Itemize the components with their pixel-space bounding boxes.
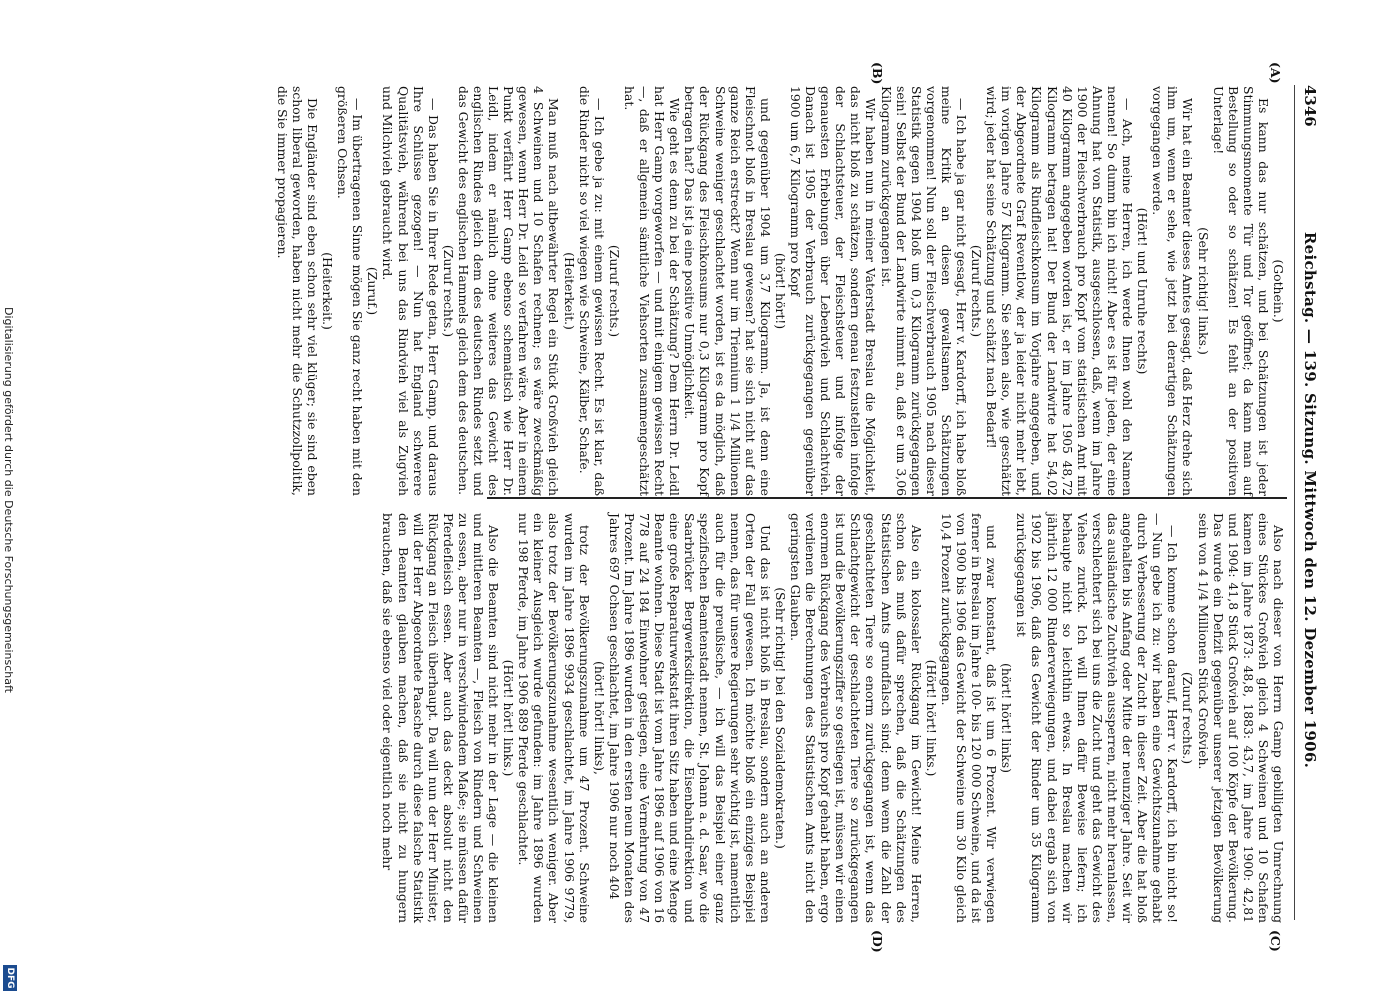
digitization-note: Digitalisierung gefördert durch die Deutsche Forschungsgemeinschaft (2, 307, 15, 693)
paragraph: Also die Beamten sind nicht mehr in der Lage — die kleinen und mittleren Beamten —, Fleisch von Rindern und Schweinen zu essen, aber nur in verschwindendem Maße; sie müssen dafür Pferdefleisch essen. Aber auch das deckt absolut nicht den Rückgang an Fleisch überhaupt. Da will nun der Herr Minister, will der Herr Abgeordnete Paasche durch diese falsche Statistik den Beamten glauben machen, daß sie nicht zu hungern brauchen, daß sie ebenso viel oder eigentlich noch mehr (380, 513, 502, 923)
paragraph: Also ein kolossaler Rückgang im Gewicht! Meine Herren, schon das muß dafür sprechen, daß die Schätzungen des Statistischen Amts grundfalsch sind; denn wenn die Zahl der geschlachteten Tiere so enorm zurückgegangen ist, wenn das Schlachtgewicht der geschlachteten Tiere so zurückgegangen ist und die Bevölkerungsziffer so gestiegen ist, müssen wir einen enormen Rückgang des Verbrauchs pro Kopf gehabt haben, ergo verdienen die Berechnungen des Statistischen Amts nicht den geringsten Glauben. (788, 513, 924, 923)
interjection: (Sehr richtig! bei den Sozialdemokraten.) (772, 587, 788, 849)
left-column (274, 86, 1286, 496)
interjection: (Zuruf rechts.) (969, 244, 985, 338)
paragraph: — Ich habe ja gar nicht gesagt, Herr v. Kardorff, ich habe bloß meine Kritik an diesen gewaltsamen Schätzungen vorgenommen! Nun soll der Fleischverbrauch 1905 nach dieser Statistik gegen 1904 bloß um 0,3 Kilogramm zurückgegangen sein! Selbst der Bund der Landwirte nimmt an, daß er um 3,06 Kilogramm zurückgegangen ist. (878, 86, 970, 496)
margin-marker-a: (A) (1268, 62, 1283, 84)
margin-marker-d: (D) (870, 930, 885, 953)
paragraph: — Ich komme schon darauf, Herr v. Kardorff, ich bin nicht so! — Nun gebe ich zu: wir haben eine Gewichtszunahme gehabt durch Verbesserung der Zucht in dieser Zeit. Aber die hat bloß angehalten bis Anfang oder Mitte der neunziger Jahre. Seit wir das ausländische Zuchtvieh aussperren, nicht mehr heranlassen, verschlechtert sich bei uns die Zucht und geht das Gewicht des Viehes zurück. Ich will Ihnen dafür Beweise liefern; ich behaupte nicht so leichthin etwas. In Breslau machen wir jährlich 12 000 Rinderverwiegungen, und dabei ergab sich von 1902 bis 1906, daß das Gewicht der Rinder um 35 Kilogramm zurückgegangen ist (1014, 513, 1181, 923)
paragraph: Und das ist nicht bloß in Breslau, sondern auch an anderen Orten der Fall gewesen. Ich möchte bloß ein einziges Beispiel nennen, das für unsere Regierungen sehr wichtig ist, namentlich auch für die preußische, — ich will das Beispiel einer ganz spezifischen Beamtenstadt nennen, St. Johann a. d. Saar, wo die Saarbrücker Bergwerksdirektion, die Eisenbahndirektion und eine große Reparaturwerkstatt ihren Sitz haben und eine Menge Beamte wohnen. Diese Stadt ist vom Jahre 1896 auf 1906 von 16 778 auf 24 184 Einwohner gestiegen, eine Vermehrung von 47 Prozent. Im Jahre 1896 wurden in den ersten neun Monaten des Jahres 697 Ochsen geschlachtet, im Jahre 1906 nur noch 404 (606, 513, 773, 923)
interjection: (Gothein.) (1271, 259, 1286, 323)
paragraph: Also nach dieser von Herrn Gamp gebilligten Umrechnung eines Stückes Großvieh gleich 4 Schweinen und 10 Schafen kamen im Jahre 1873: 48,8, 1883: 43,7, im Jahre 1900: 42,81 und 1904: 41,8 Stück Großvieh auf 100 Köpfe der Bevölkerung. Das wurde ein Defizit gegenüber unserer jetzigen Bevölkerung sein von 4 1/4 Millionen Stück Großvieh. (1195, 513, 1286, 923)
interjection: (Hört! hört! links.) (923, 659, 939, 777)
paragraph: und gegenüber 1904 um 3,7 Kilogramm. Ja, ist denn eine Fleischnot bloß in Breslau gewesen? hat sie sich nicht auf das ganze Reich erstreckt? Wenn nur im Triennium 1 1/4 Millionen Schweine weniger geschlachtet worden, ist es da möglich, daß der Rückgang des Fleischkonsums nur 0,3 Kilogramm pro Kopf betragen hat? Das ist ja eine positive Unmöglichkeit. (682, 86, 773, 496)
paragraph: Die Engländer sind eben schon sehr viel klüger; sie sind eben schon liberal geworden, haben nicht mehr die Schutzzollpolitik, die Sie immer propagieren. (274, 86, 320, 496)
interjection: (Zuruf rechts.) (1180, 671, 1196, 765)
paragraph: Man muß nach altbewährter Regel ein Stück Großvieh gleich 4 Schweinen und 10 Schafen rechnen; es wäre zweckmäßig gewesen, wenn Herr Dr. Leidl so verfahren wäre. Aber in einem Punkt verfährt Herr Gamp ebenso schematisch wie Herr Dr. Leidl, indem er nämlich ohne weiteres das Gewicht des englischen Rindes gleich dem des deutschen Rindes setzt und das Gewicht des englischen Hammels gleich dem des deutschen. (455, 86, 562, 496)
paragraph: — Das haben Sie in Ihrer Rede getan, Herr Gamp, und daraus Ihre Schlüsse gezogen! — Nun hat England schwerere Qualitätsvieh, während bei uns das Rindvieh viel als Zugvieh und Milchvieh gebraucht wird. (380, 86, 441, 496)
interjection: (Sehr richtig! links.) (1195, 227, 1211, 355)
interjection: (Heiterkeit.) (320, 252, 336, 330)
interjection: (Zuruf rechts.) (606, 244, 622, 338)
right-column (380, 513, 1286, 923)
interjection: (Hört! und Unruhe rechts) (1135, 207, 1151, 375)
interjection: (hört! hört! links), (591, 661, 607, 775)
paragraph: — Ach, meine Herren, ich werde Ihnen wohl den Namen nennen! So dumm bin ich nicht! Aber es ist für jeden, der eine Ahnung hat von Statistik, ausgeschlossen, daß, wenn im Jahre 1900 der Fleischverbrauch pro Kopf vom statistischen Amt mit 40 Kilogramm angegeben worden ist, er im Jahre 1905 48,72 Kilogramm betragen hat! Der Bund der Landwirte hat 54,02 Kilogramm als Rindfleischkonsum im Vorjahre angegeben, und der Abgeordnete Graf Reventlow, der ja leider nicht mehr lebt, im vorigen Jahre 57 Kilogramm. Sie sehen also, wie geschätzt wird; jeder hat seine Schätzung und schätzt nach Bedarf! (984, 86, 1136, 496)
interjection: (hört! hört!) (772, 252, 788, 330)
interjection: (hört! hört! links) (999, 663, 1015, 773)
margin-marker-c: (C) (1268, 930, 1283, 952)
paragraph: Es kann das nur schätzen, und bei Schätzungen ist jeder Stimmungsmomente Tür und Tor geöffnet; da kann man auf Bestellung so oder so schätzen! Es fehlt an der positiven Unterlage! (1210, 86, 1271, 496)
header-title: Reichstag. — 139. Sitzung. Mittwoch den 12. Dezember 1906. (1301, 231, 1319, 769)
interjection: (Zuruf.) (365, 266, 381, 316)
paragraph: Wir haben nun in meiner Vaterstadt Breslau die Möglichkeit, das nicht bloß zu schätzen, sondern genau festzustellen infolge der Schlachtsteuer, der Fleischsteuer und infolge der genauesten Erhebungen über Lebendvieh und Schlachtvieh. Danach ist 1905 der Verbrauch zurückgegangen gegenüber 1900 um 6,7 Kilogramm pro Kopf (788, 86, 879, 496)
dfg-logo: DFG (3, 965, 17, 991)
paragraph: — Im übertragenen Sinne mögen Sie ganz recht haben mit den größeren Ochsen. (335, 86, 366, 496)
page-number: 4346 (1301, 85, 1319, 127)
paragraph: trotz der Bevölkerungszunahme um 47 Prozent. Schweine wurden im Jahre 1896 9934 geschlachtet, im Jahre 1906 9779, also trotz der Bevölkerungszunahme wesentlich weniger. Aber ein kleiner Ausgleich wurde gefunden: im Jahre 1896 wurden nur 198 Pferde, im Jahre 1906 889 Pferde geschlachtet. (516, 513, 592, 923)
header-rule (1294, 85, 1295, 920)
interjection: (Hört! hört! links.) (501, 659, 517, 777)
paragraph: — Ich gebe ja zu: mit einem gewissen Recht. Es ist klar, daß die Rinder nicht so viel wiegen wie Schweine, Kälber, Schafe. (576, 86, 607, 496)
interjection: (Heiterkeit.) (561, 252, 577, 330)
paragraph: Wir hat ein Beamter dieses Amtes gesagt, daß Herz drehe sich ihm um, wenn er sehe, wie jetzt bei derartigen Schätzungen vorgegangen werde. (1150, 86, 1196, 496)
margin-marker-b: (B) (870, 62, 885, 85)
paragraph: und zwar konstant, daß ist um 6 Prozent. Wir verwiegen ferner in Breslau im Jahre 100- bis 120 000 Schweine, und da ist von 1900 bis 1906 das Gewicht der Schweine um 30 Kilo gleich 10,4 Prozent zurückgegangen. (938, 513, 1000, 923)
running-header (1297, 0, 1319, 1000)
paragraph: Wie geht es denn zu bei der Schätzung? Dem Herrn Dr. Leidl hat Herr Gamp vorgeworfen — und mit einigem gewissen Recht —, daß er allgemein sämtliche Viehsorten zusammengeschätzt hat. (621, 86, 683, 496)
interjection: (Zuruf rechts.) (440, 244, 456, 338)
column-divider (487, 497, 1287, 499)
